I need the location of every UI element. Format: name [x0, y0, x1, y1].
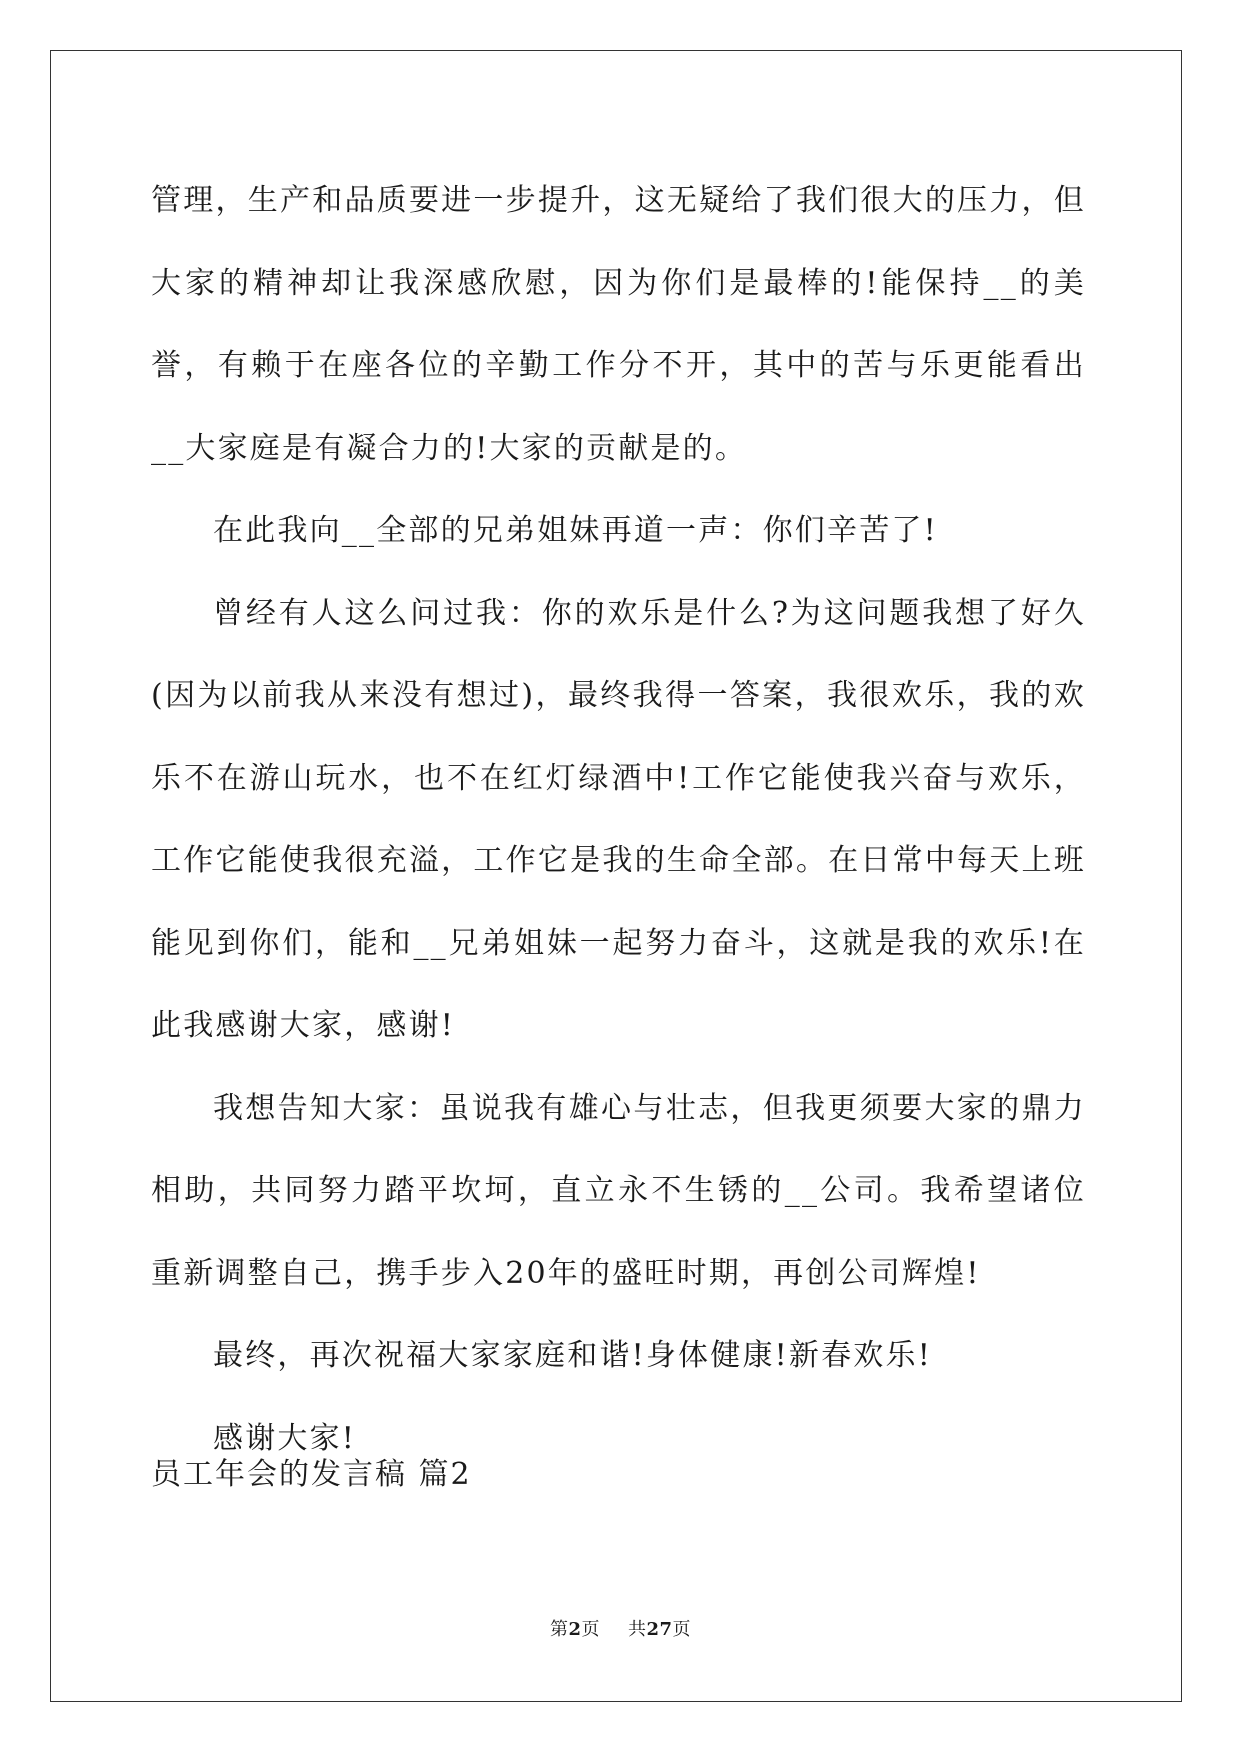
page-label-prefix: 第 [549, 1619, 569, 1640]
total-label-suffix: 页 [672, 1619, 692, 1640]
paragraph-1: 管理，生产和品质要进一步提升，这无疑给了我们很大的压力，但大家的精神却让我深感欣慰，因为你们是最棒的!能保持__的美誉，有赖于在座各位的辛勤工作分不开，其中的苦与乐更能看出__大家庭是有凝合力的!大家的贡献是的。 [151, 183, 1086, 466]
section-heading: 员工年会的发言稿 篇2 [151, 1457, 472, 1492]
page-label-suffix: 页 [581, 1619, 600, 1640]
paragraph-4: 我想告知大家：虽说我有雄心与壮志，但我更须要大家的鼎力相助，共同努力踏平坎坷，直立永不生锈的__公司。我希望诸位重新调整自己，携手步入20年的盛旺时期，再创公司辉煌! [151, 1090, 1086, 1291]
paragraph-3: 曾经有人这么问过我：你的欢乐是什么?为这问题我想了好久(因为以前我从来没有想过)，最终我得一答案，我很欢乐，我的欢乐不在游山玩水，也不在红灯绿酒中!工作它能使我兴奋与欢乐，工作它能使我很充溢，工作它是我的生命全部。在日常中每天上班能见到你们，能和__兄弟姐妹一起努力奋斗，这就是我的欢乐!在此我感谢大家，感谢! [151, 595, 1086, 1043]
current-page-number: 2 [568, 1619, 582, 1640]
paragraph-2: 在此我向__全部的兄弟姐妹再道一声：你们辛苦了! [213, 513, 938, 548]
page-footer [0, 1618, 1241, 1642]
paragraph-6: 感谢大家! [213, 1420, 357, 1456]
total-pages-number: 27 [646, 1619, 673, 1640]
document-body [151, 160, 1086, 1480]
total-label-prefix: 共 [627, 1619, 647, 1640]
paragraph-5: 最终，再次祝福大家家庭和谐!身体健康!新春欢乐! [213, 1338, 932, 1373]
